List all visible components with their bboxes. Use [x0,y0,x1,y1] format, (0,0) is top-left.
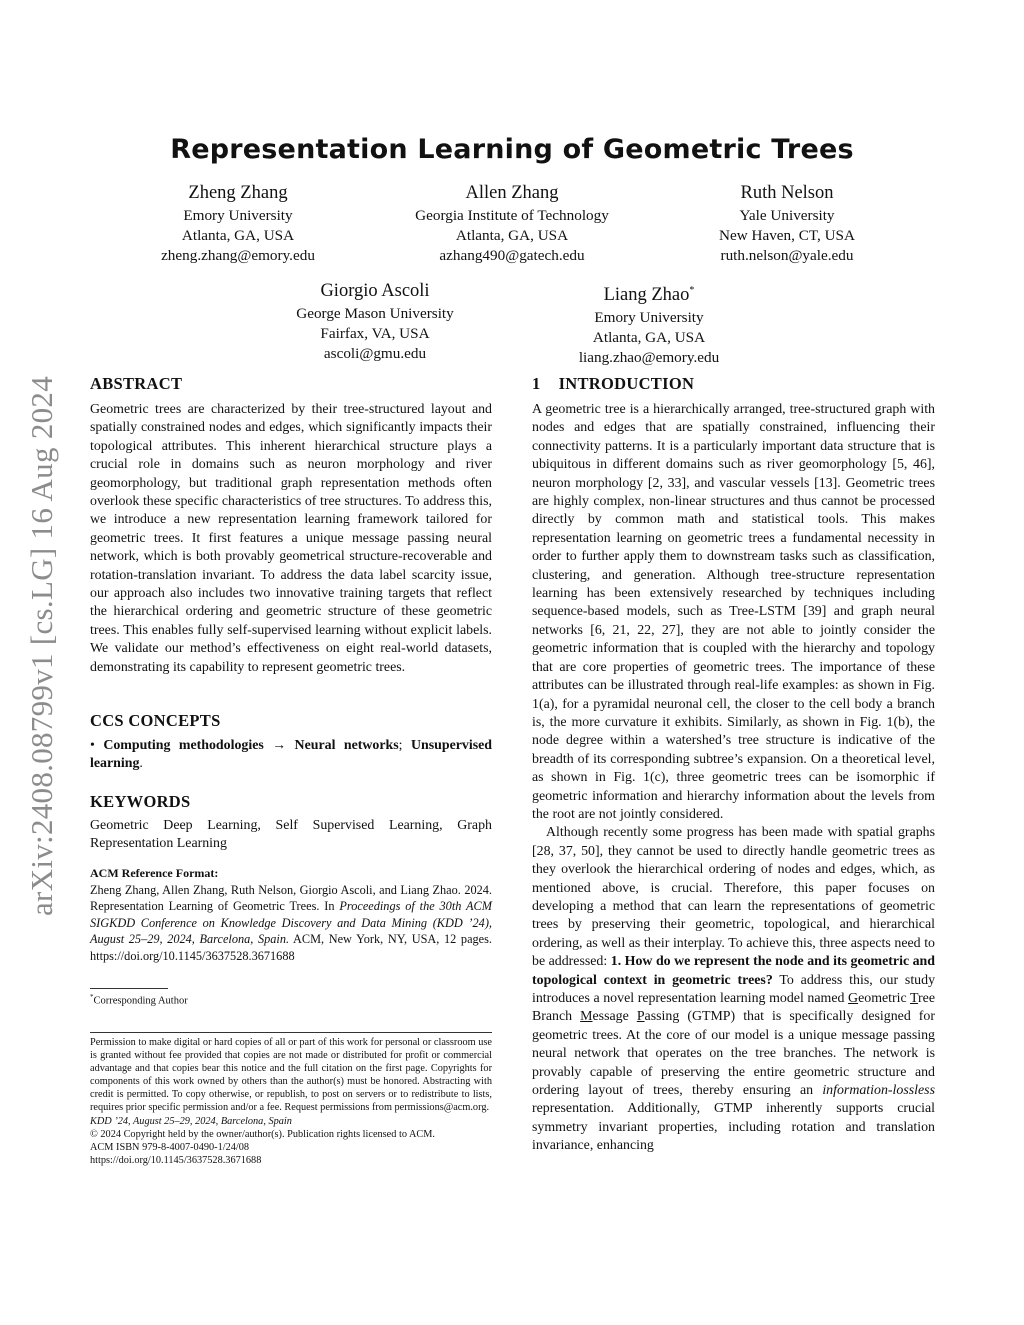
model-name-part: eometric [858,991,911,1006]
author-email[interactable]: ruth.nelson@yale.edu [720,247,854,264]
author-name: Ruth Nelson [740,183,834,203]
arrow-glyph: → [272,738,287,753]
permission-block [90,1036,492,1167]
doi-link[interactable]: https://doi.org/10.1145/3637528.3671688 [90,1154,262,1166]
permission-divider [90,1032,492,1033]
ccs-concepts-heading: CCS CONCEPTS [90,711,221,730]
reference-venue: Proceedings of the 30th ACM SIGKDD Conference on Knowledge Discovery and Data Mining (KDD ’24), August 25–29, 2024, Barcelona, Spain. [90,899,492,947]
author-email[interactable]: zheng.zhang@emory.edu [161,247,315,264]
reference-authors: Zheng Zhang, Allen Zhang, Ruth Nelson, Giorgio Ascoli, and Liang Zhao. 2024. Representation Learning of Geometric Trees. In [90,883,492,914]
abstract-heading: ABSTRACT [90,374,183,393]
intro-text: representation. Additionally, GTMP inherently supports crucial symmetry invariant properties, including rotation and translation invariance, enhancing [532,1101,935,1154]
acronym-letter: P [636,1009,645,1025]
footnote-divider [90,988,168,989]
ccs-subconcept: Neural networks [294,738,399,753]
author-name: Allen Zhang [465,183,559,203]
author-affiliation: George Mason University [296,305,454,322]
section-number: 1 [532,374,541,393]
ccs-concepts-text [90,737,492,774]
author-location: New Haven, CT, USA [719,227,855,244]
corresponding-author-mark: * [689,285,695,296]
bullet: • [90,738,95,753]
emphasis: information-lossless [822,1083,935,1099]
author-affiliation: Georgia Institute of Technology [415,207,609,224]
separator: ; [398,738,403,753]
intro-paragraph-2 [532,824,935,1155]
paper-title: Representation Learning of Geometric Trees [170,134,854,165]
acronym-letter: G [848,991,859,1006]
author-block-5 [519,278,779,368]
author-name-with-mark [519,278,779,308]
footnote-mark: * [90,993,94,1001]
author-location: Atlanta, GA, USA [455,227,569,244]
introduction-heading [532,374,694,394]
author-affiliation: Yale University [739,207,835,224]
intro-text: To address this, our study introduces a novel representation learning model named [532,972,936,1006]
ccs-concept: Unsupervised learning [90,738,492,772]
author-location: Atlanta, GA, USA [181,227,295,244]
author-block-1 [108,180,368,266]
author-block-4 [245,278,505,364]
author-location: Fairfax, VA, USA [320,325,430,342]
author-name: Liang Zhao [603,285,690,306]
acronym-letter: M [580,1009,593,1025]
introduction-body [532,401,935,1156]
author-name: Giorgio Ascoli [320,281,430,301]
footnote [90,993,188,1007]
isbn-line: ACM ISBN 979-8-4007-0490-1/24/08 [90,1141,250,1153]
footnote-text: Corresponding Author [93,995,188,1007]
acronym-letter: T [910,991,919,1006]
abstract-text: Geometric trees are characterized by their tree-structured layout and spatially constrained nodes and edges, which significantly impacts their topological attributes. This inherent hierarchical structure plays a crucial role in domains such as neuron morphology and river geomorphology, but traditional graph representation methods often overlook these specific characteristics of tree structures. To address this, we introduce a new representation learning framework tailored for geometric trees. It first features a unique message passing neural network, which is both provably geometrical structure-recoverable and rotation-translation invariant. To address the data label scarcity issue, our approach also includes two innovative training targets that reflect the hierarchical ordering and geometric structure of these geometric trees. This enables fully self-supervised learning without explicit labels. We validate our method’s effectiveness on eight real-world datasets, demonstrating its capability to represent geometric trees. [90,402,492,675]
author-block-3 [657,180,917,266]
author-email[interactable]: liang.zhao@emory.edu [578,349,720,367]
ccs-concept: Computing methodologies [103,738,264,753]
copyright-line: © 2024 Copyright held by the owner/author(s). Publication rights licensed to ACM. [90,1128,436,1140]
author-name: Zheng Zhang [188,183,288,203]
author-affiliation: Emory University [183,207,293,224]
model-name-part: assing [644,1009,680,1025]
keywords-heading: KEYWORDS [90,792,191,811]
author-location: Atlanta, GA, USA [592,329,706,347]
author-email[interactable]: azhang490@gatech.edu [439,247,585,264]
model-name-part: essage [592,1009,637,1025]
research-question: 1. How do we represent the node and its geometric and topological context in geometric trees? [532,954,936,988]
intro-text: (GTMP) that is specifically designed for geometric trees. At the core of our model is a unique message passing neural network that operates on the tree branches. The network is provably capable of preserving the entire geometric structure and ordering layout of trees, thereby ensuring an [532,1009,936,1099]
reference-publisher[interactable]: ACM, New York, NY, USA, 12 pages. https://doi.org/10.1145/3637528.3671688 [90,932,492,963]
author-block-2 [382,180,642,266]
section-title: INTRODUCTION [558,374,695,393]
acm-reference-heading: ACM Reference Format: [90,866,219,880]
acm-reference-text [90,882,492,964]
permission-text: Permission to make digital or hard copies of all or part of this work for personal or classroom use is granted without fee provided that copies are not made or distributed for profit or commercial advantage and that copies bear this notice and the full citation on the first page. Copyrights for components of this work owned by others than the author(s) must be honored. Abstracting with credit is permitted. To copy otherwise, or republish, to post on servers or to redistribute to lists, requires prior specific permission and/or a fee. Request permissions from permissions@acm.org. [90,1037,492,1114]
model-name-part: ree Branch [532,991,936,1025]
author-email[interactable]: ascoli@gmu.edu [323,345,427,362]
intro-paragraph-1: A geometric tree is a hierarchically arranged, tree-structured graph with nodes and edges that are spatially constrained, influencing their connectivity patterns. It is a particularly important data structure that is ubiquitous in different domains such as river geomorphology [5, 46], neuron morphology [2, 33], and vascular vessels [13]. Geometric trees are highly complex, non-linear structures and thus cannot be processed directly by common math and statistical tools. This makes representation learning on geometric trees a fundamental necessity in order to further apply them to downstream tasks such as classification, clustering, and generation. Although tree-structure representation learning has been extensively researched by techniques including sequence-based models, such as Tree-LSTM [39] and graph neural networks [6, 21, 22, 27], they are not able to jointly consider the geometric information that is coupled with the hierarchy and topology that are core properties of geometric trees. The importance of these attributes can be illustrated through real-life examples: as shown in Fig. 1(a), for a pyramidal neuronal cell, the closer to the cell body a branch is, the more curvature it exhibits. Similarly, as shown in Fig. 1(b), the node degree within a watershed’s tree structure is indicative of the breadth of its corresponding subtree’s expansion. On a theoretical level, as shown in Fig. 1(c), three geometric trees can be isomorphic if geometric information and hierarchy information about the levels from the root are not jointly considered. [532,402,935,822]
author-affiliation: Emory University [594,309,704,327]
arxiv-identifier-stamp: arXiv:2408.08799v1 [cs.LG] 16 Aug 2024 [24,375,59,917]
keywords-text: Geometric Deep Learning, Self Supervised Learning, Graph Representation Learning [90,818,492,852]
intro-text: Although recently some progress has been made with spatial graphs [28, 37, 50], they cannot be used to directly handle geometric trees as they overlook the hierarchical ordering of nodes and edges, which, as mentioned above, is crucial. Therefore, this paper focuses on developing a method that can learn the representations of geometric trees by preserving their geometric, topological, and hierarchical ordering, as well as their interplay. To achieve this, three aspects need to be addressed: [532,825,935,970]
terminator: . [139,756,143,772]
conference-line: KDD ’24, August 25–29, 2024, Barcelona, Spain [90,1115,292,1127]
